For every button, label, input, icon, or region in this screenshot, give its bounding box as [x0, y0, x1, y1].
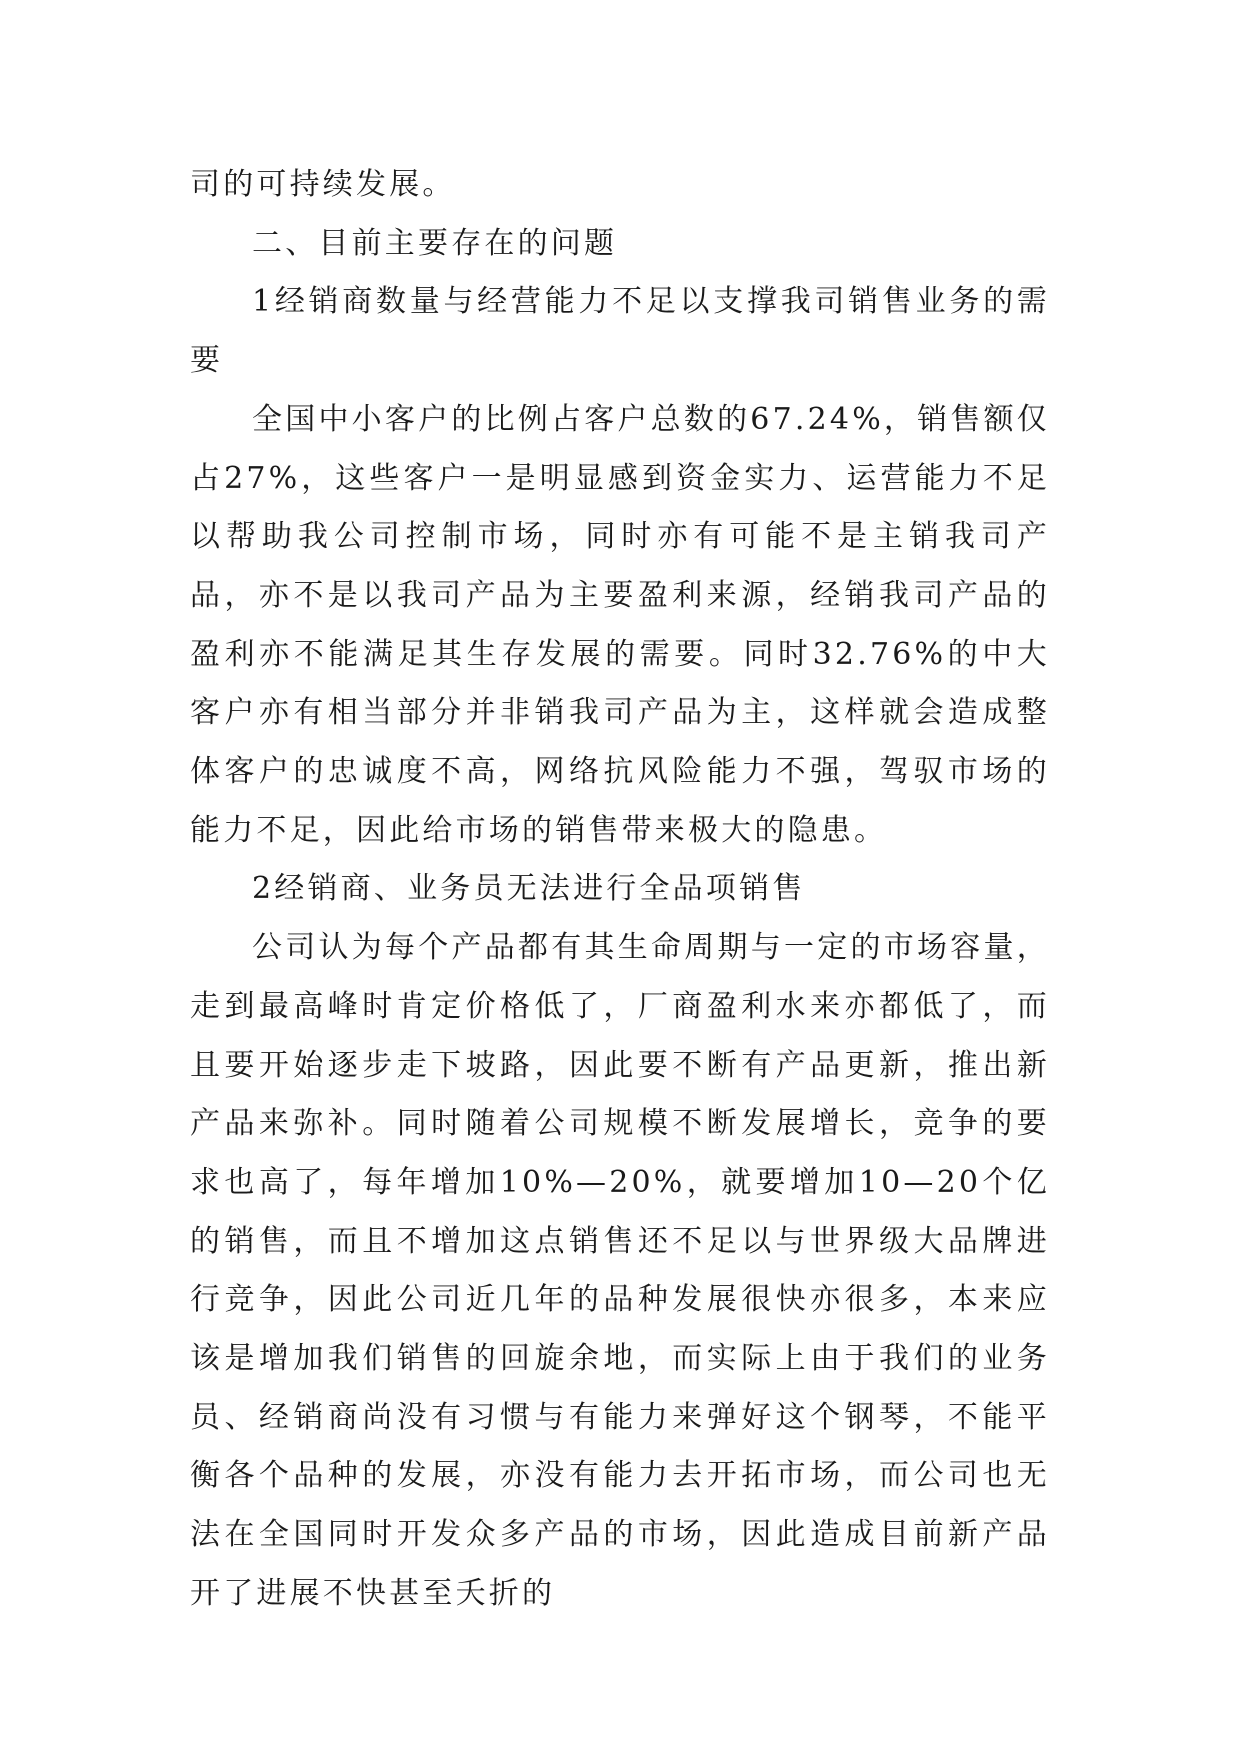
subheading-dealer-capacity: 1经销商数量与经营能力不足以支撑我司销售业务的需要	[190, 284, 1050, 379]
paragraph-dealer-capacity: 全国中小客户的比例占客户总数的67.24%，销售额仅占27%，这些客户一是明显感到资金实力、运营能力不足以帮助我公司控制市场，同时亦有可能不是主销我司产品，亦不是以我司产品为主要盈利来源，经销我司产品的盈利亦不能满足其生存发展的需要。同时32.76%的中大客户亦有相当部分并非销我司产品为主，这样就会造成整体客户的忠诚度不高，网络抗风险能力不强，驾驭市场的能力不足，因此给市场的销售带来极大的隐患。	[190, 401, 1050, 848]
paragraph-full-range-sales: 公司认为每个产品都有其生命周期与一定的市场容量，走到最高峰时肯定价格低了，厂商盈利水来亦都低了，而且要开始逐步走下坡路，因此要不断有产品更新，推出新产品来弥补。同时随着公司规模不断发展增长，竞争的要求也高了，每年增加10%—20%，就要增加10—20个亿的销售，而且不增加这点销售还不足以与世界级大品牌进行竞争，因此公司近几年的品种发展很快亦很多，本来应该是增加我们销售的回旋余地，而实际上由于我们的业务员、经销商尚没有习惯与有能力来弹好这个钢琴，不能平衡各个品种的发展，亦没有能力去开拓市场，而公司也无法在全国同时开发众多产品的市场，因此造成目前新产品开了进展不快甚至夭折的	[190, 930, 1050, 1611]
paragraph-continuation: 司的可持续发展。	[190, 167, 456, 202]
section-heading-problems: 二、目前主要存在的问题	[252, 225, 618, 261]
document-body	[190, 156, 1050, 1624]
subheading-full-range-sales: 2经销商、业务员无法进行全品项销售	[252, 871, 806, 907]
